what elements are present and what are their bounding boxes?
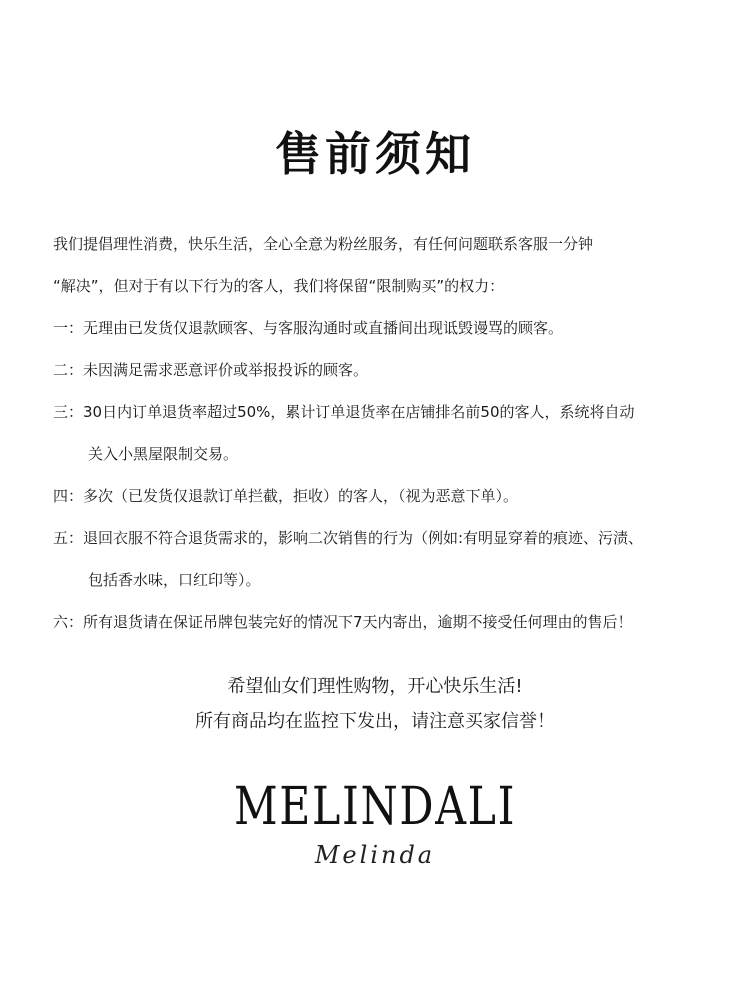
closing-line-2: 所有商品均在监控下发出，请注意买家信誉！ <box>195 711 555 732</box>
brand-signature: Melinda <box>314 841 436 869</box>
brand-logo <box>0 775 750 839</box>
rule-5-continuation: 包括香水味，口红印等）。 <box>88 571 261 589</box>
intro-line-2: “解决”，但对于有以下行为的客人，我们将保留“限制购买”的权力： <box>53 277 505 295</box>
rule-1: 一：无理由已发货仅退款顾客、与客服沟通时或直播间出现诋毁谩骂的顾客。 <box>53 319 564 337</box>
rule-4: 四：多次（已发货仅退款订单拦截，拒收）的客人，（视为恶意下单）。 <box>53 487 519 505</box>
closing-line-1: 希望仙女们理性购物，开心快乐生活! <box>227 676 523 697</box>
rule-5: 五：退回衣服不符合退货需求的，影响二次销售的行为（例如:有明显穿着的痕迹、污渍、 <box>53 529 644 547</box>
intro-line-1: 我们提倡理性消费，快乐生活，全心全意为粉丝服务，有任何问题联系客服一分钟 <box>53 235 594 253</box>
rule-3: 三：30日内订单退货率超过50%，累计订单退货率在店铺排名前50的客人，系统将自动 <box>53 403 635 421</box>
rule-3-continuation: 关入小黑屋限制交易。 <box>88 445 239 463</box>
brand-wordmark: MELINDALI <box>233 777 517 837</box>
page-title: 售前须知 <box>275 127 475 181</box>
rule-2: 二：未因满足需求恶意评价或举报投诉的顾客。 <box>53 361 369 379</box>
rule-6: 六：所有退货请在保证吊牌包装完好的情况下7天内寄出，逾期不接受任何理由的售后！ <box>53 613 633 631</box>
